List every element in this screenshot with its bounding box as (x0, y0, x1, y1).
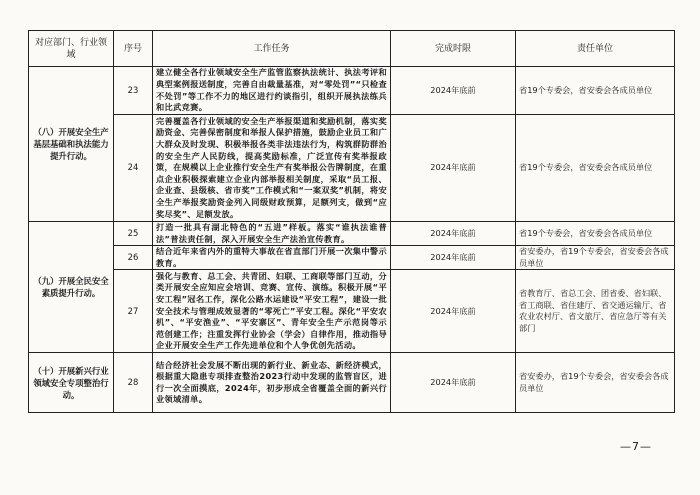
responsible-cell: 省安委办，省19个专委会，省安委会各成员单位 (516, 353, 675, 413)
row-number: 24 (114, 115, 153, 222)
deadline-cell: 2024年底前 (391, 270, 516, 353)
task-cell: 完善覆盖各行业领域的安全生产举报渠道和奖励机制，落实奖励资金、完善保密制度和举报人保护措施，鼓励企业员工和广大群众及时发现、积极举报各类非法违法行为，构筑群防群治的安全生产人民防线，提高奖励标准，广泛宣传有奖举报政策，在规模以上企业推行安全生产有奖举报公告牌制度，在重点企业积极探索建立企业内部举报相关制度，采取“员工报、企业查、县级核、省市奖”工作模式和“一案双奖”机制，将安全生产举报奖励资金列入同级财政预算，足额列支，做到“应奖尽奖”、足额发放。 (153, 115, 391, 222)
category-cell: （九）开展全民安全素质提升行动。 (29, 222, 114, 353)
row-number: 28 (114, 353, 153, 413)
category-cell: （十）开展新兴行业领域安全专项整治行动。 (29, 353, 114, 413)
responsible-cell: 省教育厅、省总工会、团省委、省妇联、省工商联、省住建厅、省交通运输厅、省农业农村厅、省文旅厅、省应急厅等有关部门 (516, 270, 675, 353)
deadline-cell: 2024年底前 (391, 246, 516, 270)
deadline-cell: 2024年底前 (391, 115, 516, 222)
header-task: 工作任务 (153, 31, 391, 67)
category-cell: （八）开展安全生产基层基础和执法能力提升行动。 (29, 67, 114, 222)
header-resp: 责任单位 (516, 31, 675, 67)
deadline-cell: 2024年底前 (391, 222, 516, 246)
header-row (29, 31, 675, 67)
row-number: 26 (114, 246, 153, 270)
task-cell: 结合经济社会发展不断出现的新行业、新业态、新经济模式，根据重大隐患专项排查整治2023行动中发现的监管盲区，进行一次全面摸底，2024年，初步形成全省覆盖全面的新兴行业领域清单。 (153, 353, 391, 413)
table-row (29, 67, 675, 115)
page-number: —7— (620, 440, 652, 453)
header-num: 序号 (114, 31, 153, 67)
task-cell: 结合近年来省内外的重特大事故在省直部门开展一次集中警示教育。 (153, 246, 391, 270)
task-cell: 建立健全各行业领域安全生产监管监察执法统计、执法考评和典型案例报送制度，完善自由裁量基准，对“零处罚”“只检查不处罚”等工作不力的地区进行约谈指引，组织开展执法练兵和比武竞赛。 (153, 67, 391, 115)
responsible-cell: 省19个专委会，省安委会各成员单位 (516, 67, 675, 115)
deadline-cell: 2024年底前 (391, 353, 516, 413)
table-row (29, 222, 675, 246)
row-number: 25 (114, 222, 153, 246)
deadline-cell: 2024年底前 (391, 67, 516, 115)
responsible-cell: 省19个专委会，省安委会各成员单位 (516, 115, 675, 222)
table-row (29, 115, 675, 222)
table-row (29, 353, 675, 413)
task-cell: 打造一批具有湖北特色的“五进”样板。落实“谁执法谁普法”普法责任制，深入开展安全生产法治宣传教育。 (153, 222, 391, 246)
table-row (29, 246, 675, 270)
task-table (28, 30, 675, 413)
row-number: 27 (114, 270, 153, 353)
table-row (29, 270, 675, 353)
responsible-cell: 省19个专委会，省安委会各成员单位 (516, 222, 675, 246)
task-cell: 强化与教育、总工会、共青团、妇联、工商联等部门互动，分类开展安全应知应会培训、竞赛、宣传、演练。积极开展“平安工程”冠名工作，深化公路水运建设“平安工程”，建设一批安全技术与管理成效显著的“零死亡”平安工程。深化“平安农机”、“平安渔业”、“平安寨区”、青年安全生产示范岗等示范创建工作；注重发挥行业协会（学会）自律作用，推动指导企业开展安全生产工作先进单位和个人争优创先活动。 (153, 270, 391, 353)
row-number: 23 (114, 67, 153, 115)
header-deadline: 完成时限 (391, 31, 516, 67)
responsible-cell: 省安委办，省19个专委会，省安委会各成员单位 (516, 246, 675, 270)
header-dept: 对应部门、行业领域 (29, 31, 114, 67)
